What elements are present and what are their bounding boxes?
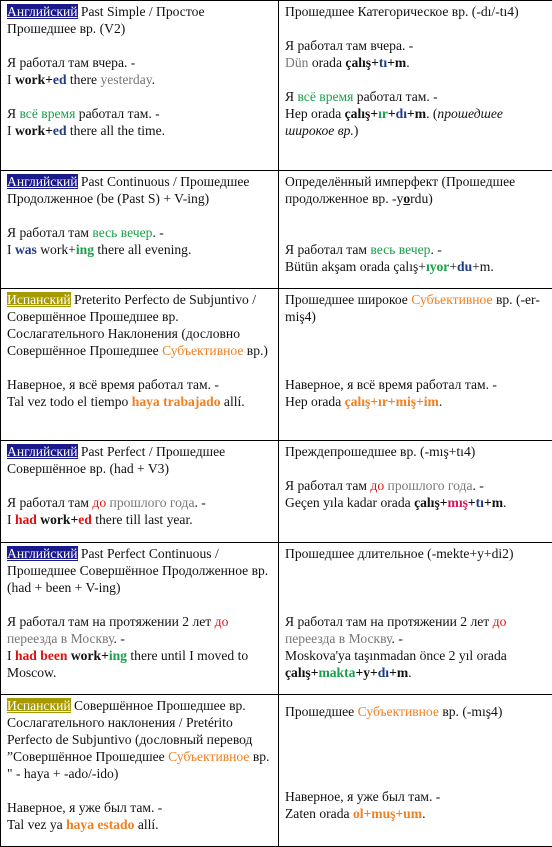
cell-turkish-durative-past [279, 543, 552, 695]
example-source: Tal vez ya haya estado allí. [7, 817, 159, 832]
tense-title: Английский Past Simple / Простое Прошедшее вр. (V2) [7, 4, 205, 36]
tense-title: Испанский Совершённое Прошедшее вр. Сослагательного наклонения / Pretérito Perfecto de Subjuntivo (дословный перевод ”Совершённое Прошедшее Субъективное вр. " - haya + -ado/-ido) [7, 698, 270, 781]
example-turkish: Bütün akşam orada çalış+ıyor+du+m. [285, 259, 494, 274]
example-ru: Я работал там вчера. - [285, 38, 414, 53]
tense-title: Английский Past Perfect / Прошедшее Совершённое вр. (had + V3) [7, 444, 226, 476]
tense-title: Прошедшее Категорическое вр. (-dı/-tı4) [285, 4, 519, 19]
language-tag: Английский [7, 444, 78, 459]
cell-past-simple-english [1, 1, 279, 171]
cell-past-perfect-english [1, 441, 279, 543]
example-ru: Я работал там до прошлого года. - [7, 495, 206, 510]
cell-turkish-subjective-past [279, 695, 552, 847]
example-source: I work+ed there all the time. [7, 123, 166, 138]
example-ru: Наверное, я уже был там. - [285, 789, 441, 804]
example-ru: Наверное, я всё время работал там. - [285, 377, 497, 392]
tense-title: Прошедшее длительное (-mekte+y+di2) [285, 546, 514, 561]
cell-past-perfect-continuous-english [1, 543, 279, 695]
language-tag: Английский [7, 4, 78, 19]
tense-title: Определённый имперфект (Прошедшее продолженное вр. -yordu) [285, 174, 516, 206]
example-source: I was work+ing there all evening. [7, 242, 192, 257]
example-ru: Наверное, я всё время работал там. - [7, 377, 219, 392]
table-row [1, 1, 552, 171]
example-source: Tal vez todo el tiempo haya trabajado allí. [7, 394, 245, 409]
tense-title: Преждепрошедшее вр. (-mış+tı4) [285, 444, 476, 459]
tense-title: Испанский Preterito Perfecto de Subjuntivo / Совершённое Прошедшее вр. Сослагательного Наклонения (дословно Совершённое Прошедшее Субъективное вр.) [7, 292, 268, 358]
cell-spanish-perfect-subjunctive [1, 695, 279, 847]
cell-turkish-pluperfect [279, 441, 552, 543]
tense-title: Английский Past Continuous / Прошедшее Продолженное (be (Past S) + V-ing) [7, 174, 250, 206]
example-ru: Наверное, я уже был там. - [7, 800, 163, 815]
cell-turkish-imperfect [279, 171, 552, 289]
example-turkish: Geçen yıla kadar orada çalış+mış+tı+m. [285, 495, 507, 510]
example-ru: Я работал там весь вечер. - [7, 225, 164, 240]
language-tag: Испанский [7, 698, 71, 713]
example-ru: Я работал там на протяжении 2 лет до переезда в Москву. - [7, 614, 229, 646]
table-row [1, 695, 552, 847]
cell-past-continuous-english [1, 171, 279, 289]
cell-spanish-preterito-perfecto [1, 289, 279, 441]
table-row [1, 289, 552, 441]
example-turkish: Hep orada çalış+ır+dı+m. (прошедшее широкое вр.) [285, 106, 503, 138]
example-turkish: Dün orada çalış+tı+m. [285, 55, 410, 70]
example-ru: Я работал там весь вечер. - [285, 242, 442, 257]
language-tag: Английский [7, 546, 78, 561]
table-row [1, 441, 552, 543]
example-ru: Я работал там на протяжении 2 лет до переезда в Москву. - [285, 614, 507, 646]
example-ru: Я работал там до прошлого года. - [285, 478, 484, 493]
table-row [1, 543, 552, 695]
tense-title: Английский Past Perfect Continuous / Прошедшее Совершённое Продолженное вр. (had + been + V-ing) [7, 546, 269, 595]
example-turkish: Moskova'ya taşınmadan önce 2 yıl orada çalış+makta+y+dı+m. [285, 648, 507, 680]
cell-turkish-categorical-past [279, 1, 552, 171]
example-turkish: Hep orada çalış+ır+miş+im. [285, 394, 443, 409]
language-tag: Испанский [7, 292, 71, 307]
language-tag: Английский [7, 174, 78, 189]
example-turkish: Zaten orada ol+muş+um. [285, 806, 426, 821]
example-source: I had work+ed there till last year. [7, 512, 193, 527]
table-row [1, 171, 552, 289]
tense-title: Прошедшее Субъективное вр. (-mış4) [285, 704, 503, 719]
cell-turkish-subjective-aorist [279, 289, 552, 441]
example-source: I work+ed there yesterday. [7, 72, 156, 87]
example-ru: Я всё время работал там. - [7, 106, 160, 121]
tense-title: Прошедшее широкое Субъективное вр. (-er-miş4) [285, 292, 540, 324]
example-source: I had been work+ing there until I moved to Moscow. [7, 648, 249, 680]
example-ru: Я работал там вчера. - [7, 55, 136, 70]
example-ru: Я всё время работал там. - [285, 89, 438, 104]
